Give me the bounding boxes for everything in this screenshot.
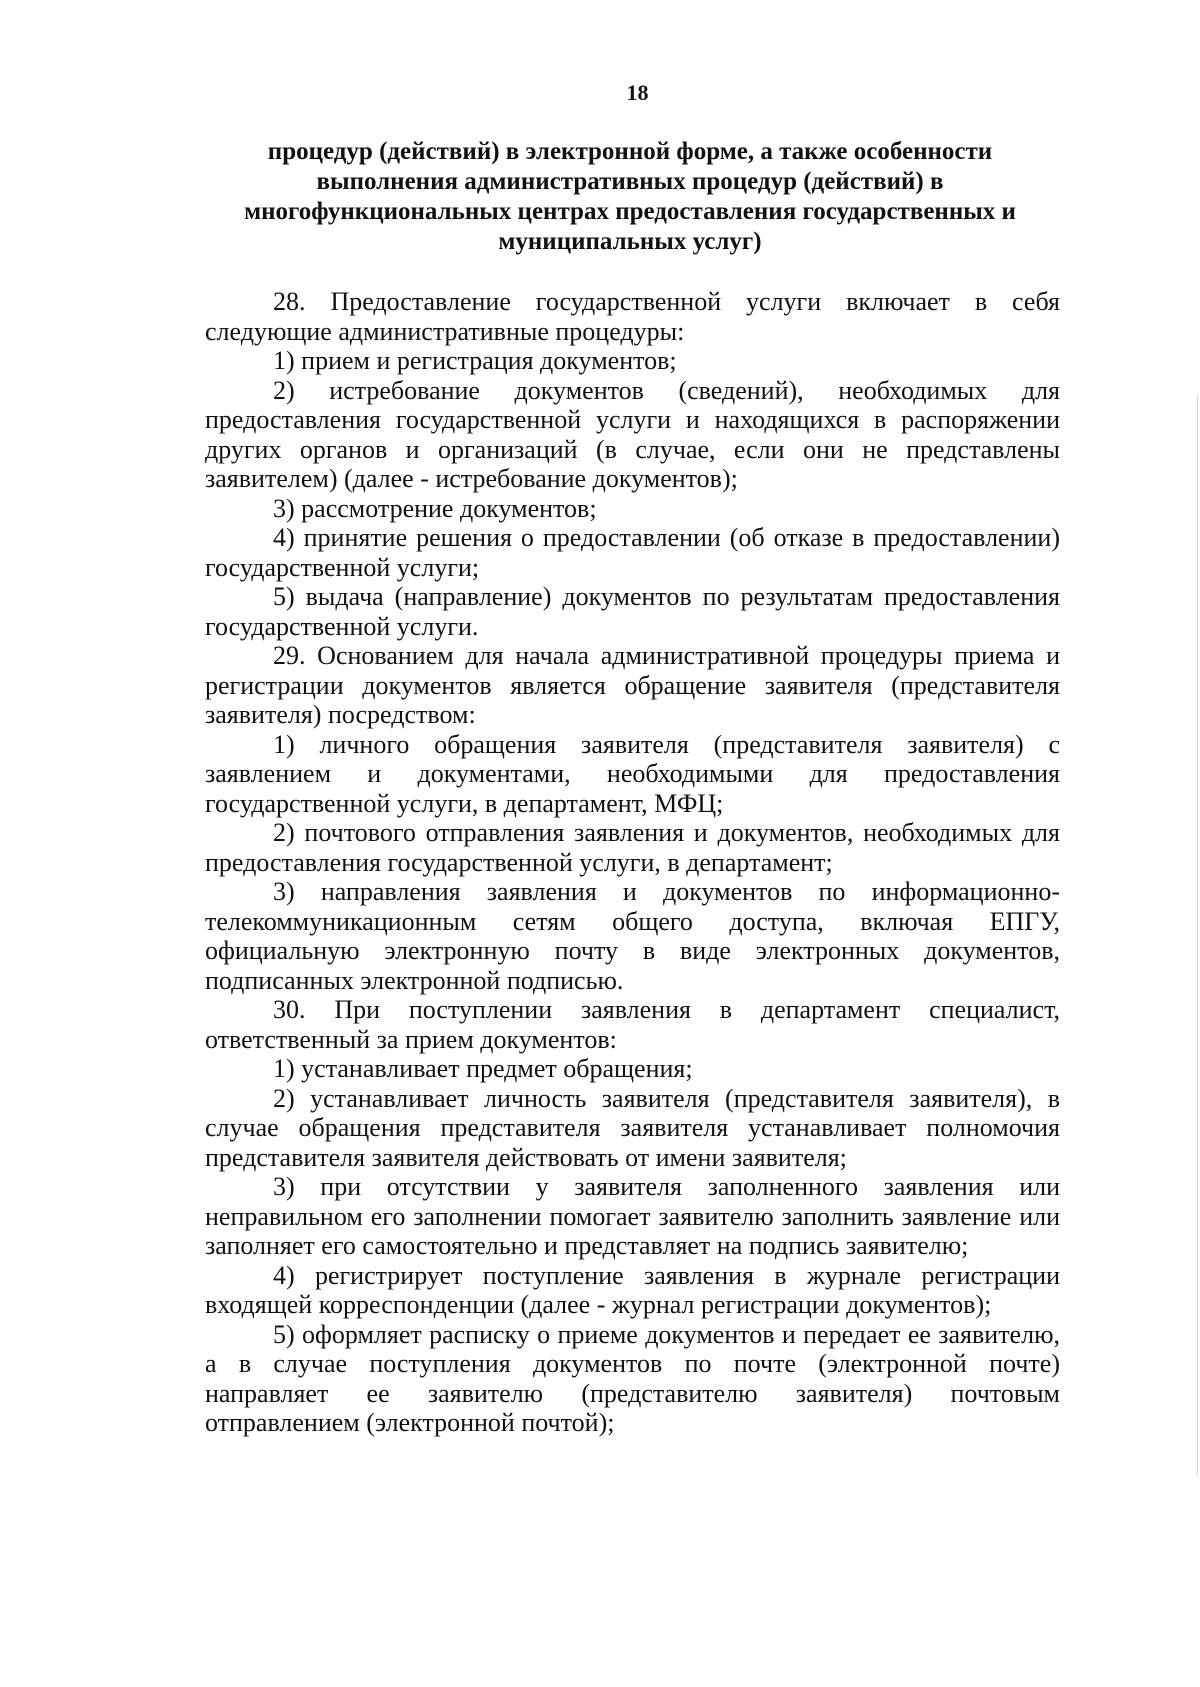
body-text [205, 287, 1060, 1438]
page-number: 18 [626, 80, 649, 105]
list-item-30-4: 4) регистрирует поступление заявления в журнале регистрации входящей корреспонденции (далее - журнал регистрации документов); [205, 1260, 1060, 1319]
list-item-29-3: 3) направления заявления и документов по информационно-телекоммуникационным сетям общего доступа, включая ЕПГУ, официальную электронную почту в виде электронных документов, подписанных электронной подписью. [205, 877, 1060, 995]
paragraph-28: 28. Предоставление государственной услуги включает в себя следующие административные процедуры: [205, 287, 1060, 346]
list-item-30-3: 3) при отсутствии у заявителя заполненного заявления или неправильном его заполнении помогает заявителю заполнить заявление или заполняет его самостоятельно и представляет на подпись заявителю; [205, 1172, 1060, 1260]
list-item-29-2: 2) почтового отправления заявления и документов, необходимых для предоставления государственной услуги, в департамент; [205, 818, 1060, 877]
list-item-28-2: 2) истребование документов (сведений), необходимых для предоставления государственной услуги и находящихся в распоряжении других органов и организаций (в случае, если они не представлены заявителем) (далее - истребование документов); [205, 375, 1060, 493]
scan-edge-line [1197, 395, 1198, 1475]
section-heading [240, 137, 1020, 257]
heading-line-2: выполнения административных процедур (действий) в [316, 168, 944, 195]
paragraph-30: 30. При поступлении заявления в департамент специалист, ответственный за прием документов: [205, 995, 1060, 1054]
list-item-28-5: 5) выдача (направление) документов по результатам предоставления государственной услуги. [205, 582, 1060, 641]
list-item-30-5: 5) оформляет расписку о приеме документов и передает ее заявителю, а в случае поступления документов по почте (электронной почте) направляет ее заявителю (представителю заявителя) почтовым отправлением (электронной почтой); [205, 1319, 1060, 1437]
list-item-28-1: 1) прием и регистрация документов; [273, 346, 677, 375]
heading-line-3: многофункциональных центрах предоставления государственных и [244, 198, 1016, 225]
paragraph-29: 29. Основанием для начала административной процедуры приема и регистрации документов является обращение заявителя (представителя заявителя) посредством: [205, 641, 1060, 729]
heading-line-1: процедур (действий) в электронной форме, а также особенности [267, 138, 993, 165]
list-item-28-3: 3) рассмотрение документов; [273, 493, 597, 523]
list-item-28-4: 4) принятие решения о предоставлении (об отказе в предоставлении) государственной услуги; [205, 523, 1060, 582]
list-item-30-2: 2) устанавливает личность заявителя (представителя заявителя), в случае обращения представителя заявителя устанавливает полномочия представителя заявителя действовать от имени заявителя; [205, 1083, 1060, 1172]
list-item-29-1: 1) личного обращения заявителя (представителя заявителя) с заявлением и документами, необходимыми для предоставления государственной услуги, в департамент, МФЦ; [205, 729, 1060, 818]
list-item-30-1: 1) устанавливает предмет обращения; [273, 1054, 693, 1083]
heading-line-4: муниципальных услуг) [498, 228, 762, 255]
